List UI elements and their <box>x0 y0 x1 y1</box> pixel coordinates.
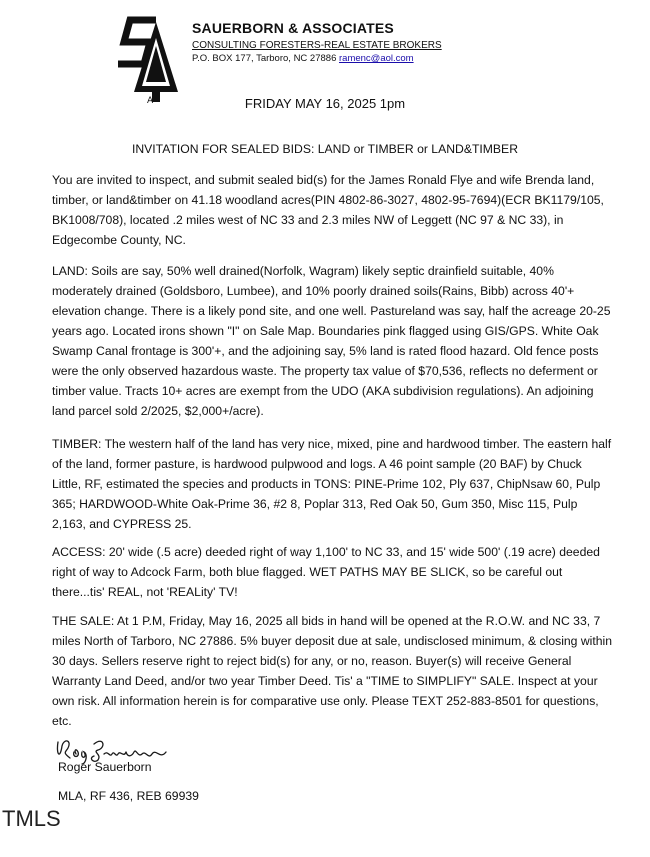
svg-text:A: A <box>147 96 154 104</box>
company-tagline: CONSULTING FORESTERS-REAL ESTATE BROKERS <box>192 40 442 51</box>
signer-name: Roger Sauerborn <box>58 760 152 774</box>
sale-paragraph: THE SALE: At 1 P.M, Friday, May 16, 2025 all bids in hand will be opened at the R.O.W. and NC 33, 7 miles North of Tarboro, NC 27886. 5% buyer deposit due at sale, undisclosed minimum, & closing within 30 days. Sellers reserve right to reject bid(s) for any, or no, reason. Buyer(s) will receive General Warranty Land Deed, and/or two year Timber Deed. Tis' a "TIME to SIMPLIFY" SALE. Inspect at your own risk. All information herein is for comparative use only. Please TEXT 252-883-8501 for questions, etc. <box>52 614 612 728</box>
company-name: SAUERBORN & ASSOCIATES <box>192 20 394 36</box>
company-email-link[interactable]: ramenc@aol.com <box>339 53 414 64</box>
intro-paragraph: You are invited to inspect, and submit sealed bid(s) for the James Ronald Flye and wife Brenda land, timber, or land&timber on 41.18 woodland acres(PIN 4802-86-3027, 4802-95-7694)(ECR BK1179/105, BK1008/708), located .2 miles west of NC 33 and 2.3 miles NW of Leggett (NC 97 & NC 33), in Edgecombe County, NC. <box>52 173 604 247</box>
date-line: FRIDAY MAY 16, 2025 1pm <box>244 96 406 111</box>
company-logo-icon <box>112 16 180 104</box>
invitation-title: INVITATION FOR SEALED BIDS: LAND or TIMBER or LAND&TIMBER <box>131 142 518 156</box>
company-header <box>192 20 442 64</box>
company-address-line <box>192 53 442 64</box>
land-paragraph: LAND: Soils are say, 50% well drained(Norfolk, Wagram) likely septic drainfield suitable, 40% moderately drained (Goldsboro, Lumbee), and 10% poorly drained soils(Rains, Bibb) across 40'+ elevation change. There is a likely pond site, and one well. Pastureland was say, half the acreage 20-25 years ago. Located irons shown "I" on Sale Map. Boundaries pink flagged using GIS/GPS. White Oak Swamp Canal frontage is 300'+, and the adjoining say, 5% land is rated flood hazard. Old fence posts were the only observed hazardous waste. The property tax value of $70,536, reflects no deferment or timber value. Tracts 10+ acres are exempt from the UDO (AKA subdivision regulations). An adjoining land parcel sold 2/2025, $2,000+/acre). <box>52 264 611 418</box>
company-address: P.O. BOX 177, Tarboro, NC 27886 <box>192 53 337 64</box>
tmls-watermark: TMLS <box>2 806 61 831</box>
signer-credentials: MLA, RF 436, REB 69939 <box>58 789 199 803</box>
access-paragraph: ACCESS: 20' wide (.5 acre) deeded right of way 1,100' to NC 33, and 15' wide 500' (.19 acre) deeded right of way to Adcock Farm, both blue flagged. WET PATHS MAY BE SLICK, so be careful out there...tis' REAL, not 'REALity' TV! <box>52 545 600 599</box>
timber-paragraph: TIMBER: The western half of the land has very nice, mixed, pine and hardwood timber. The eastern half of the land, former pasture, is hardwood pulpwood and logs. A 46 point sample (20 BAF) by Chuck Little, RF, estimated the species and products in TONS: PINE-Prime 102, Ply 637, ChipNsaw 60, Pulp 365; HARDWOOD-White Oak-Prime 36, #2 8, Poplar 313, Red Oak 50, Gum 350, Misc 115, Pulp 2,163, and CYPRESS 25. <box>52 437 612 531</box>
